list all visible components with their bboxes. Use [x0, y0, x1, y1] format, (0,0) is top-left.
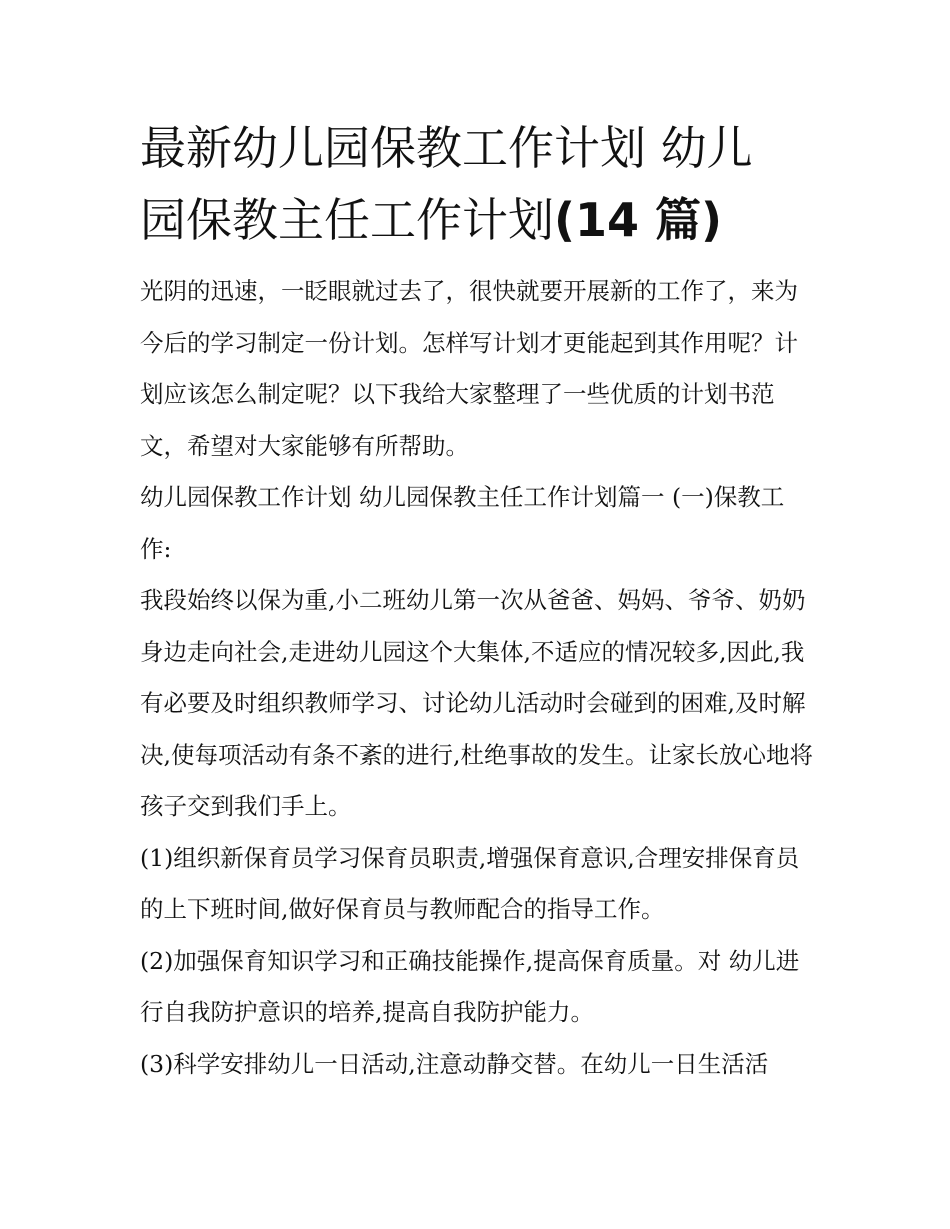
section-heading: 幼儿园保教工作计划 幼儿园保教主任工作计划篇一 (一)保教工作:	[140, 483, 785, 563]
title-line-1: 最新幼儿园保教工作计划 幼儿	[140, 121, 753, 175]
title-line-2: 园保教主任工作计划	[140, 193, 554, 247]
intro-paragraph: 光阴的迅速，一眨眼就过去了，很快就要开展新的工作了，来为今后的学习制定一份计划。怎样写计划才更能起到其作用呢？计划应该怎么制定呢？以下我给大家整理了一些优质的计划书范文，希望对大家能够有所帮助。	[140, 277, 798, 460]
list-item-1: (1)组织新保育员学习保育员职责,增强保育意识,合理安排保育员的上下班时间,做好保育员与教师配合的指导工作。	[140, 843, 800, 923]
document-body	[140, 112, 815, 1090]
title-count: (14 篇)	[554, 193, 723, 247]
list-item-2: (2)加强保育知识学习和正确技能操作,提高保育质量。对 幼儿进行自我防护意识的培养,提高自我防护能力。	[140, 946, 800, 1026]
list-item-3: (3)科学安排幼儿一日活动,注意动静交替。在幼儿一日生活活	[140, 1049, 769, 1078]
document-title	[140, 112, 815, 256]
body-paragraph: 我段始终以保为重,小二班幼儿第一次从爸爸、妈妈、爷爷、奶奶身边走向社会,走进幼儿园这个大集体,不适应的情况较多,因此,我有必要及时组织教师学习、讨论幼儿活动时会碰到的困难,及时解决,使每项活动有条不紊的进行,杜绝事故的发生。让家长放心地将孩子交到我们手上。	[140, 586, 813, 820]
